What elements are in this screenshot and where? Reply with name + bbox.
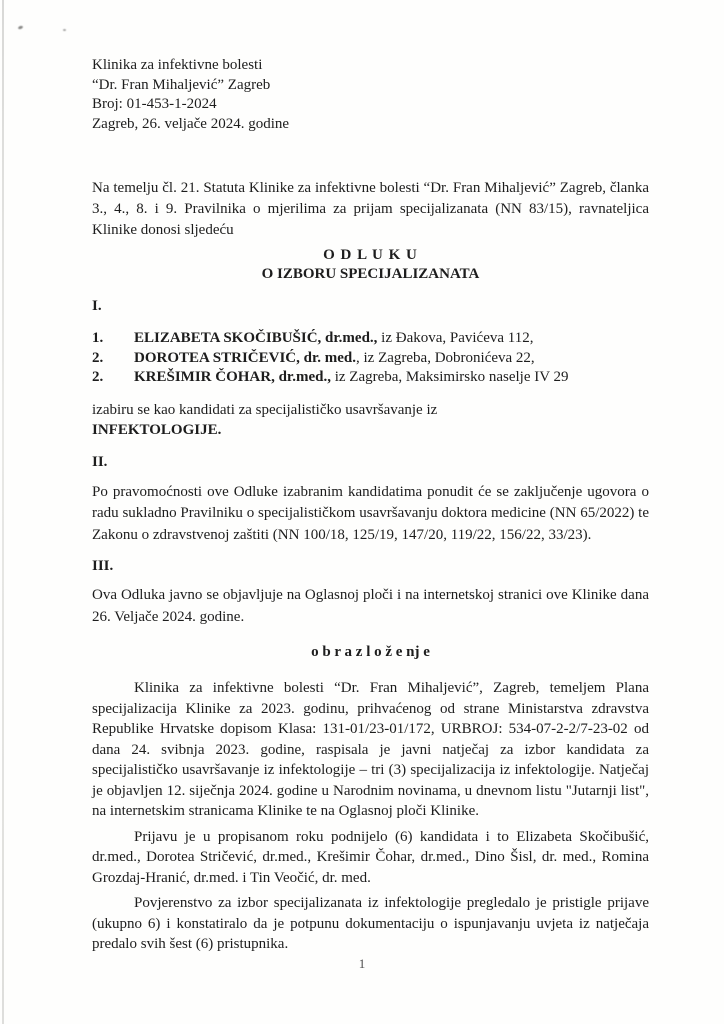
document-content xyxy=(92,56,649,955)
preamble-paragraph: Na temelju čl. 21. Statuta Klinike za infektivne bolesti “Dr. Fran Mihaljević” Zagreb, članka 3., 4., 8. i 9. Pravilnika o mjerilima za prijam specijalizanata (NN 83/15), ravnateljica Klinike donosi sljedeću xyxy=(92,180,649,238)
candidate-row xyxy=(92,368,649,388)
page-number: 1 xyxy=(358,956,366,971)
letterhead xyxy=(92,56,649,134)
section-ii-body: Po pravomoćnosti ove Odluke izabranim kandidatima ponudit će se zaključenje ugovora o radu sukladno Pravilniku o specijalističkom usavršavanju doktora medicine (NN 65/2022) te Zakonu o zdravstvenoj zaštiti (NN 100/18, 125/19, 147/20, 119/22, 156/22, 33/23). xyxy=(92,483,649,543)
rationale-paragraph: Prijavu je u propisanom roku podnijelo (6) kandidata i to Elizabeta Skočibušić, dr.med., Dorotea Stričević, dr.med., Krešimir Čohar, dr.med., Dino Šisl, dr. med., Romina Grozdaj-Hranić, dr.med. i Tin Veočić, dr. med. xyxy=(92,828,649,886)
rationale-paragraph: Povjerenstvo za izbor specijalizanata iz infektologije pregledalo je pristigle prijave (ukupno 6) i konstatiralo da je potpunu dokumentaciju o ispunjavanju uvjeta iz natječaja predalo svih šest (6) pristupnika. xyxy=(92,895,649,952)
candidate-address: iz Zagreba, Maksimirsko naselje IV 29 xyxy=(330,369,569,385)
candidate-name: KREŠIMIR ČOHAR, dr.med., xyxy=(134,369,331,385)
candidate-name: DOROTEA STRIČEVIĆ, dr. med. xyxy=(134,349,356,366)
scan-speck xyxy=(63,29,66,31)
candidate-address: iz Đakova, Pavićeva 112, xyxy=(377,330,534,346)
letterhead-reference-number: Broj: 01-453-1-2024 xyxy=(92,96,217,112)
candidate-row xyxy=(92,349,649,369)
candidate-row xyxy=(92,329,649,349)
letterhead-clinic-name: Klinika za infektivne bolesti xyxy=(92,57,263,73)
scan-edge-artifact xyxy=(2,0,4,1024)
candidate-number: 2. xyxy=(92,349,104,366)
candidate-text xyxy=(134,349,535,369)
candidate-list xyxy=(92,329,649,388)
candidate-address: , iz Zagreba, Dobronićeva 22, xyxy=(356,349,535,366)
section-heading-i: I. xyxy=(92,298,102,314)
letterhead-date-line: Zagreb, 26. veljače 2024. godine xyxy=(92,115,290,132)
candidate-text xyxy=(134,368,569,388)
decision-title xyxy=(92,246,649,283)
section-heading-ii: II. xyxy=(92,453,108,470)
candidate-number: 1. xyxy=(92,330,104,346)
candidate-number: 2. xyxy=(92,369,104,385)
rationale-heading: o b r a z l o ž e nj e xyxy=(311,644,430,660)
decision-title-line2: O IZBORU SPECIJALIZANATA xyxy=(261,265,480,282)
scan-speck xyxy=(18,25,24,30)
selection-closing-line: izabiru se kao kandidati za specijalističko usavršavanje iz xyxy=(92,401,438,418)
section-iii-body: Ova Odluka javno se objavljuje na Oglasnoj ploči i na internetskoj stranici ove Klinike dana 26. Veljače 2024. godine. xyxy=(92,587,649,625)
letterhead-clinic-title: “Dr. Fran Mihaljević” Zagreb xyxy=(92,76,271,93)
rationale-paragraph: Klinika za infektivne bolesti “Dr. Fran Mihaljević”, Zagreb, temeljem Plana specijalizacija Klinike za 2023. godinu, prihvaćenog od strane Ministarstva zdravstva Republike Hrvatske dopisom Klasa: 131-01/23-01/172, URBROJ: 534-07-2-2/7-23-02 od dana 24. svibnja 2023. godine, raspisala je javni natječaj za izbor kandidata za specijalističko usavršavanje iz infektologije – tri (3) specijalizacija iz infektologije. Natječaj je objavljen 12. siječnja 2024. godine u Narodnim novinama, u dnevnom listu "Jutarnji list", na internetskim stranicama Klinike te na Oglasnoj ploči Klinike. xyxy=(92,680,649,819)
candidate-name: ELIZABETA SKOČIBUŠIĆ, dr.med., xyxy=(134,330,378,346)
section-heading-iii: III. xyxy=(92,558,114,574)
candidate-text xyxy=(134,329,533,349)
selection-closing xyxy=(92,400,649,440)
decision-title-line1: O D L U K U xyxy=(323,247,418,263)
specialty-name: INFEKTOLOGIJE. xyxy=(92,421,222,438)
